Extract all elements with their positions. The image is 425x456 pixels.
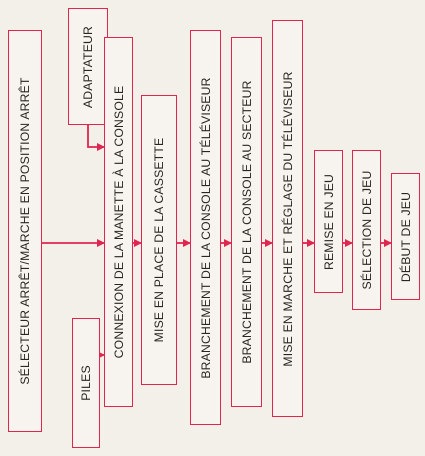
step-reglage-box xyxy=(272,20,303,417)
step-tv-label: BRANCHEMENT DE LA CONSOLE AU TÉLÉVISEUR xyxy=(198,76,213,379)
step-connexion-label: CONNEXION DE LA MANETTE À LA CONSOLE xyxy=(111,85,126,359)
step-selecteur-label: SÉLECTEUR ARRÊT/MARCHE EN POSITION ARRÊT xyxy=(17,77,32,385)
step-piles-label: PILES xyxy=(78,365,93,401)
step-piles-box xyxy=(72,318,100,448)
step-tv-box xyxy=(190,30,221,425)
step-debut-label: DÉBUT DE JEU xyxy=(398,191,413,282)
step-reglage-label: MISE EN MARCHE ET RÉGLAGE DU TÉLÉVISEUR xyxy=(280,70,295,367)
step-selecteur-box xyxy=(8,30,42,432)
step-connexion-box xyxy=(104,37,133,407)
step-secteur-box xyxy=(231,37,262,407)
step-adaptateur-label: ADAPTATEUR xyxy=(80,25,95,108)
step-cassette-label: MISE EN PLACE DE LA CASSETTE xyxy=(151,137,166,343)
step-secteur-label: BRANCHEMENT DE LA CONSOLE AU SECTEUR xyxy=(239,80,254,364)
connector-adaptateur-to-connexion xyxy=(88,125,104,147)
step-remise-label: REMISE EN JEU xyxy=(321,173,336,270)
step-selection-box xyxy=(352,150,381,310)
step-remise-box xyxy=(314,150,343,293)
step-cassette-box xyxy=(141,95,177,385)
step-debut-box xyxy=(391,173,420,300)
step-selection-label: SÉLECTION DE JEU xyxy=(359,170,374,290)
step-adaptateur-box xyxy=(68,8,108,125)
